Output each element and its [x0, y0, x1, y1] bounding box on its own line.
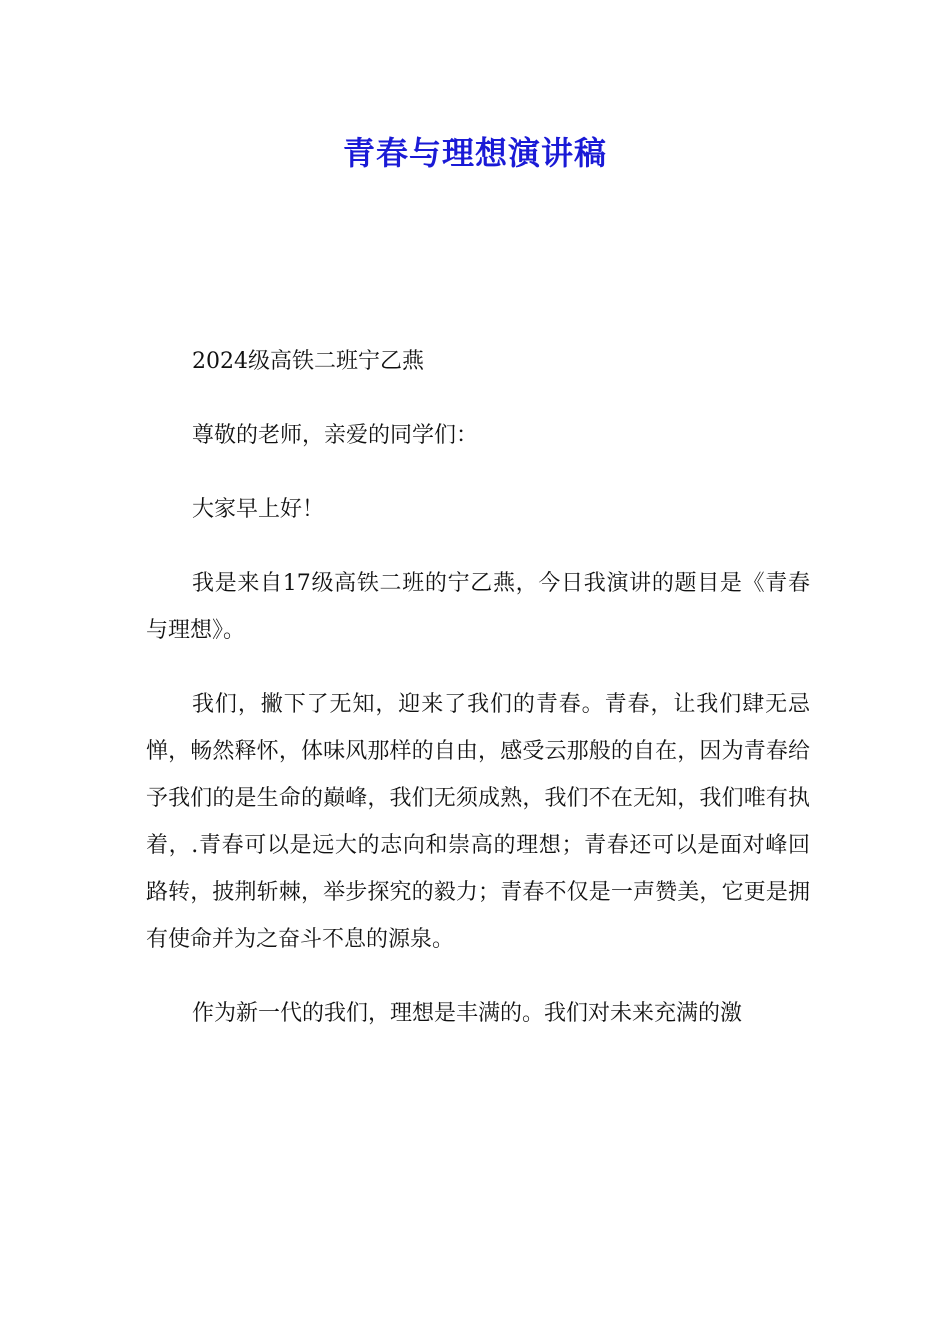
- document-title: 青春与理想演讲稿: [342, 134, 607, 172]
- paragraph-youth: 我们，撇下了无知，迎来了我们的青春。青春，让我们肆无忌惮，畅然释怀，体味风那样的自由，感受云那般的自在，因为青春给予我们的是生命的巅峰，我们无须成熟，我们不在无知，我们唯有执着，.青春可以是远大的志向和崇高的理想；青春还可以是面对峰回路转，披荆斩棘，举步探究的毅力；青春不仅是一声赞美，它更是拥有使命并为之奋斗不息的源泉。: [146, 692, 810, 952]
- document-body: [146, 338, 810, 1064]
- paragraph-author: 2024级高铁二班宁乙燕: [192, 349, 424, 374]
- paragraph-ideals: 作为新一代的我们，理想是丰满的。我们对未来充满的激: [192, 1001, 743, 1026]
- paragraph-greeting: 大家早上好！: [192, 497, 325, 522]
- paragraph-introduction: 我是来自17级高铁二班的宁乙燕，今日我演讲的题目是《青春与理想》。: [146, 571, 810, 643]
- paragraph-salutation: 尊敬的老师，亲爱的同学们：: [192, 423, 479, 448]
